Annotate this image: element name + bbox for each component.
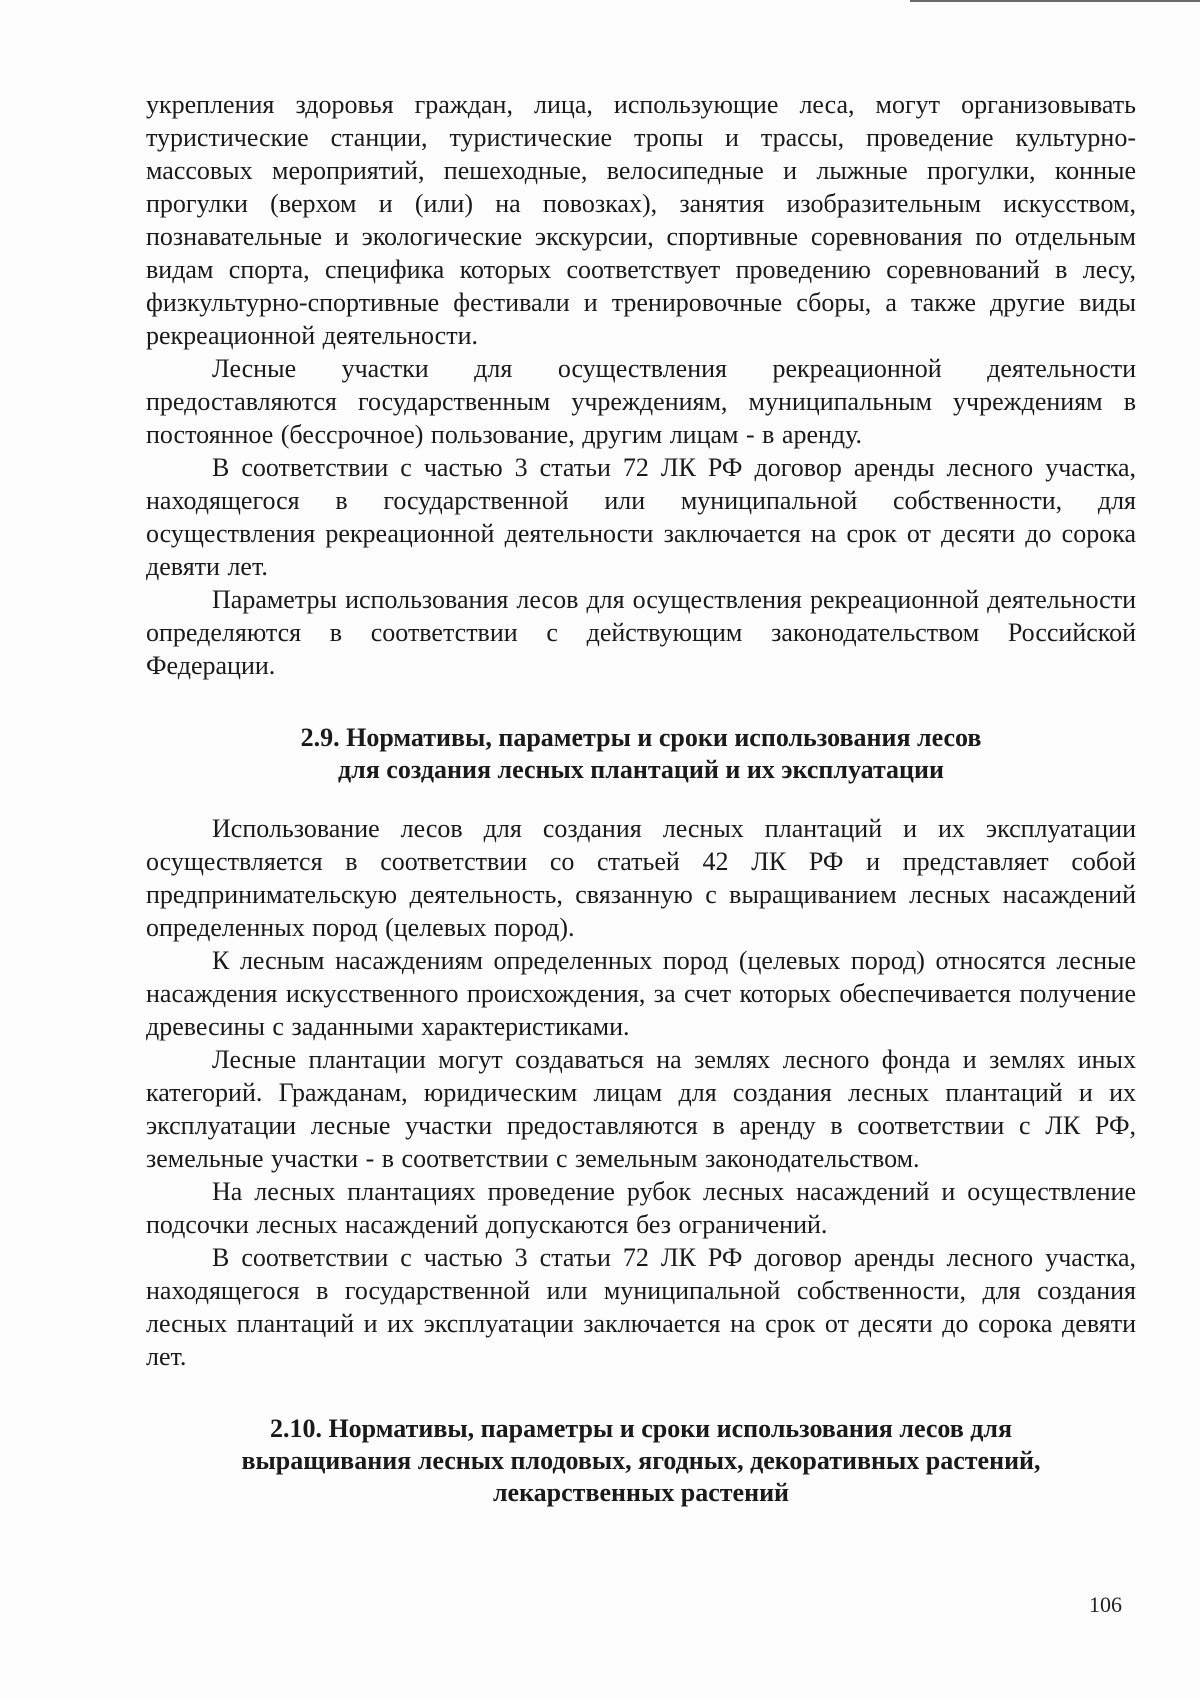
section-heading-2-10-line3: лекарственных растений bbox=[492, 1478, 790, 1507]
paragraph-recreation-plots: Лесные участки для осуществления рекреационной деятельности предоставляются государственным учреждениям, муниципальным учреждениям в постоянное (бессрочное) пользование, другим лицам - в аренду. bbox=[146, 354, 1136, 449]
paragraph-recreation-parameters: Параметры использования лесов для осуществления рекреационной деятельности определяются в соответствии с действующим законодательством Российской Федерации. bbox=[146, 585, 1136, 680]
paragraph-plantations-lease-term: В соответствии с частью 3 статьи 72 ЛК РФ договор аренды лесного участка, находящегося в государственной или муниципальной собственности, для создания лесных плантаций и их эксплуатации заключается на срок от десяти до сорока девяти лет. bbox=[146, 1243, 1136, 1371]
page-content bbox=[146, 88, 1136, 1509]
section-heading-2-9 bbox=[146, 722, 1136, 786]
top-border-line bbox=[910, 0, 1200, 2]
paragraph-plantations-felling: На лесных плантациях проведение рубок лесных насаждений и осуществление подсочки лесных насаждений допускаются без ограничений. bbox=[146, 1177, 1136, 1239]
paragraph-plantations-usage: Использование лесов для создания лесных плантаций и их эксплуатации осуществляется в соответствии со статьей 42 ЛК РФ и представляет собой предпринимательскую деятельность, связанную с выращиванием лесных насаждений определенных пород (целевых пород). bbox=[146, 814, 1136, 942]
section-heading-2-9-line1: 2.9. Нормативы, параметры и сроки использования лесов bbox=[300, 723, 982, 752]
paragraph-plantations-lands: Лесные плантации могут создаваться на землях лесного фонда и землях иных категорий. Гражданам, юридическим лицам для создания лесных плантаций и их эксплуатации лесные участки предоставляются в аренду в соответствии с ЛК РФ, земельные участки - в соответствии с земельным законодательством. bbox=[146, 1045, 1136, 1173]
section-heading-2-10-line1: 2.10. Нормативы, параметры и сроки использования лесов для bbox=[269, 1414, 1013, 1443]
paragraph-recreation-lease-term: В соответствии с частью 3 статьи 72 ЛК РФ договор аренды лесного участка, находящегося в государственной или муниципальной собственности, для осуществления рекреационной деятельности заключается на срок от десяти до сорока девяти лет. bbox=[146, 453, 1136, 581]
section-heading-2-9-line2: для создания лесных плантаций и их эксплуатации bbox=[338, 755, 944, 784]
paragraph-plantations-species: К лесным насаждениям определенных пород (целевых пород) относятся лесные насаждения искусственного происхождения, за счет которых обеспечивается получение древесины с заданными характеристиками. bbox=[146, 946, 1136, 1041]
page-number: 106 bbox=[1089, 1592, 1122, 1617]
section-heading-2-10 bbox=[146, 1413, 1136, 1509]
paragraph-recreation-activities: укрепления здоровья граждан, лица, использующие леса, могут организовывать туристические станции, туристические тропы и трассы, проведение культурно-массовых мероприятий, пешеходные, велосипедные и лыжные прогулки, конные прогулки (верхом и (или) на повозках), занятия изобразительным искусством, познавательные и экологические экскурсии, спортивные соревнования по отдельным видам спорта, специфика которых соответствует проведению соревнований в лесу, физкультурно-спортивные фестивали и тренировочные сборы, а также другие виды рекреационной деятельности. bbox=[146, 90, 1136, 350]
section-heading-2-10-line2: выращивания лесных плодовых, ягодных, декоративных растений, bbox=[241, 1446, 1041, 1475]
